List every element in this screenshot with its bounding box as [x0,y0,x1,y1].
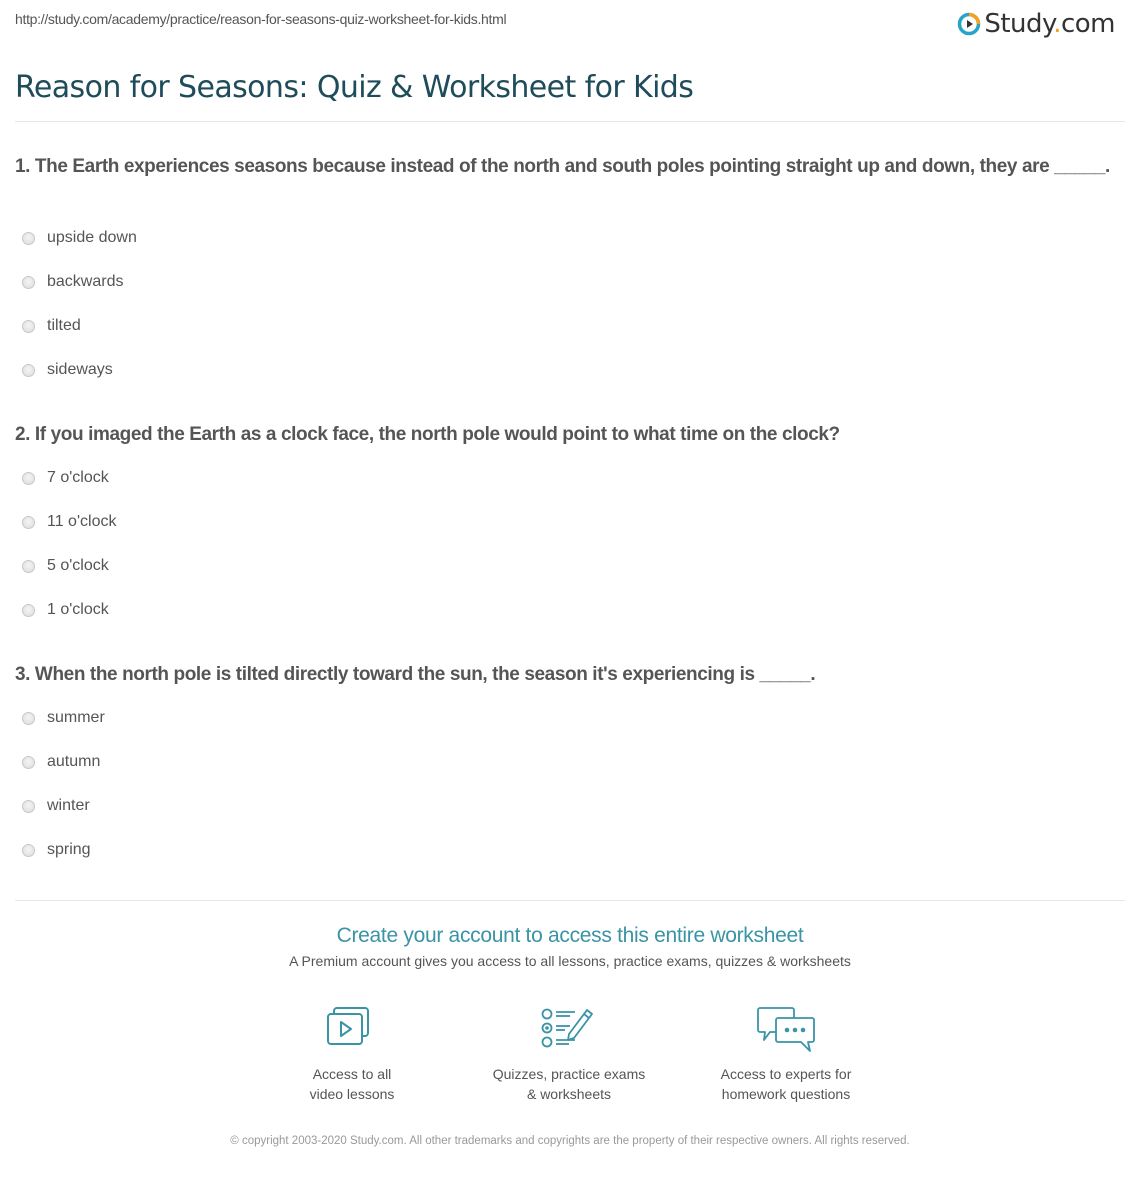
video-lessons-icon [320,1004,384,1054]
answer-option[interactable]: sideways [22,359,113,381]
feature-experts: Access to experts for homework questions [686,1004,886,1104]
cta-subtitle: A Premium account gives you access to all lessons, practice exams, quizzes & worksheets [289,953,851,969]
radio-button[interactable] [22,604,35,617]
study-logo[interactable] [957,6,1115,42]
radio-button[interactable] [22,472,35,485]
answer-option[interactable]: tilted [22,315,81,337]
copyright-text: © copyright 2003-2020 Study.com. All other trademarks and copyrights are the property of their respective owners. All rights reserved. [230,1135,910,1147]
section-divider [15,900,1125,901]
answer-option[interactable]: summer [22,707,105,729]
radio-button[interactable] [22,232,35,245]
feature-quizzes: Quizzes, practice exams & worksheets [469,1004,669,1104]
radio-button[interactable] [22,320,35,333]
feature-video-lessons: Access to all video lessons [252,1004,452,1104]
page-url: http://study.com/academy/practice/reason-for-seasons-quiz-worksheet-for-kids.html [15,11,507,27]
answer-option[interactable]: 1 o'clock [22,599,109,621]
radio-button[interactable] [22,276,35,289]
chat-bubbles-icon [754,1004,818,1054]
answer-option[interactable]: 5 o'clock [22,555,109,577]
answer-option[interactable]: backwards [22,271,123,293]
radio-button[interactable] [22,756,35,769]
answer-option[interactable]: 11 o'clock [22,511,116,533]
answer-option[interactable]: 7 o'clock [22,467,109,489]
cta-title[interactable]: Create your account to access this entire worksheet [336,924,804,947]
question-2: 2. If you imaged the Earth as a clock face, the north pole would point to what time on the clock? [15,424,840,445]
radio-button[interactable] [22,800,35,813]
page-title: Reason for Seasons: Quiz & Worksheet for Kids [15,70,694,105]
radio-button[interactable] [22,560,35,573]
logo-text: Study.com [984,9,1115,39]
answer-option[interactable]: autumn [22,751,100,773]
quiz-checklist-icon [537,1004,601,1054]
play-circle-icon [957,12,981,36]
radio-button[interactable] [22,712,35,725]
question-3: 3. When the north pole is tilted directly toward the sun, the season it's experiencing is _____. [15,664,816,685]
question-1: 1. The Earth experiences seasons because instead of the north and south poles pointing straight up and down, they are _____. [15,156,1110,177]
title-divider [15,121,1125,122]
answer-option[interactable]: winter [22,795,90,817]
radio-button[interactable] [22,844,35,857]
answer-option[interactable]: upside down [22,227,137,249]
radio-button[interactable] [22,364,35,377]
answer-option[interactable]: spring [22,839,91,861]
radio-button[interactable] [22,516,35,529]
